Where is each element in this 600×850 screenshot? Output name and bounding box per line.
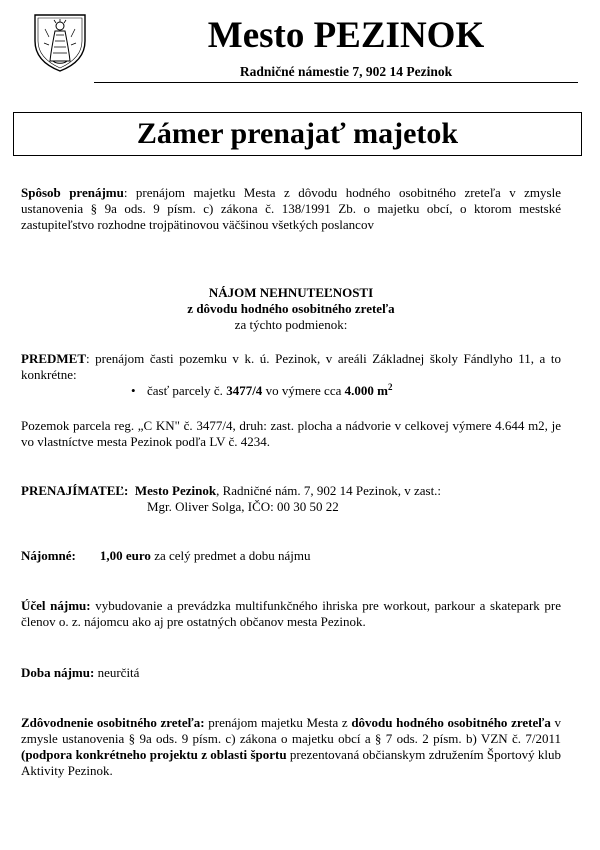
zdovodnenie-paragraph (21, 715, 561, 779)
najom-subheading: z dôvodu hodného osobitného zreteľa (187, 301, 395, 316)
sposob-prenajmu-paragraph (21, 185, 561, 233)
zdovodnenie-text-1: prenájom majetku Mesta z (204, 715, 352, 730)
bullet-area-exponent: 2 (387, 382, 393, 392)
zdovodnenie-bold-2: (podpora konkrétneho projektu z oblasti športu (21, 747, 287, 762)
city-name: Mesto PEZINOK (207, 15, 485, 56)
bullet-icon: • (131, 383, 136, 398)
predmet-bullet-item (131, 382, 393, 400)
zdovodnenie-text-2: v zmysle ustanovenia § 9a ods. 9 písm. c) zákona o majetku obcí a § 7 ods. 2 písm. b) VZN č. 7/2011 (21, 715, 562, 746)
ucel-text: vybudovanie a prevádzka multifunkčného ihriska pre workout, parkour a skatepark pre členov o. z. nájomcu ako aj pre ostatných občanov mesta Pezinok. (21, 598, 561, 629)
zdovodnenie-text-3: prezentovaná občianskym združením Športový klub Aktivity Pezinok. (21, 747, 562, 778)
najomne-text: za celý predmet a dobu nájmu (150, 548, 311, 563)
najom-conditions: za týchto podmienok: (234, 317, 348, 332)
bullet-text-mid: vo výmere cca (262, 383, 345, 398)
zdovodnenie-label: Zdôvodnenie osobitného zreteľa: (21, 715, 205, 730)
bullet-parcel: 3477/4 (226, 383, 263, 398)
predmet-paragraph (21, 351, 561, 383)
najom-heading: NÁJOM NEHNUTEĽNOSTI (208, 285, 374, 300)
coat-of-arms-icon (29, 11, 91, 73)
prenajimatel-name: Mesto Pezinok (134, 483, 217, 498)
sposob-text: : prenájom majetku Mesta z dôvodu hodného osobitného zreteľa v zmysle ustanovenia § 9a ods. 9 písm. c) zákona č. 138/1991 Zb. o majetku obcí, o ktorom mestské zastupiteľstvo rozhodne trojpätinovou väčšinou všetkých poslancov (21, 185, 561, 232)
ucel-paragraph (21, 598, 561, 630)
doba-label: Doba nájmu: (21, 665, 95, 680)
prenajimatel-label: PRENAJÍMATEĽ: (21, 483, 129, 498)
document-title: Zámer prenajať majetok (13, 112, 582, 156)
bullet-text-pre: časť parcely č. (147, 383, 227, 398)
najomne-label: Nájomné: (21, 548, 76, 563)
doba-paragraph (21, 665, 561, 681)
najomne-amount: 1,00 euro (99, 548, 151, 563)
pozemok-paragraph: Pozemok parcela reg. „C KN" č. 3477/4, druh: zast. plocha a nádvorie v celkovej výmere 4.644 m2, je vo vlastníctve mesta Pezinok podľa LV č. 4234. (21, 418, 561, 449)
bullet-area: 4.000 m (344, 383, 388, 398)
prenajimatel-paragraph (21, 483, 561, 499)
city-address: Radničné námestie 7, 902 14 Pezinok (239, 64, 453, 79)
doba-text: neurčitá (94, 665, 140, 680)
predmet-text: : prenájom časti pozemku v k. ú. Pezinok, v areáli Základnej školy Fándlyho 11, a to konkrétne: (21, 351, 561, 382)
prenajimatel-representative: Mgr. Oliver Solga, IČO: 00 30 50 22 (147, 499, 339, 514)
zdovodnenie-bold-1: dôvodu hodného osobitného zreteľa (351, 715, 551, 730)
ucel-label: Účel nájmu: (21, 598, 91, 613)
predmet-label: PREDMET (21, 351, 86, 366)
prenajimatel-address: , Radničné nám. 7, 902 14 Pezinok, v zast.: (216, 483, 442, 498)
najomne-paragraph (21, 548, 561, 564)
header-divider (94, 82, 578, 83)
sposob-label: Spôsob prenájmu (21, 185, 124, 200)
